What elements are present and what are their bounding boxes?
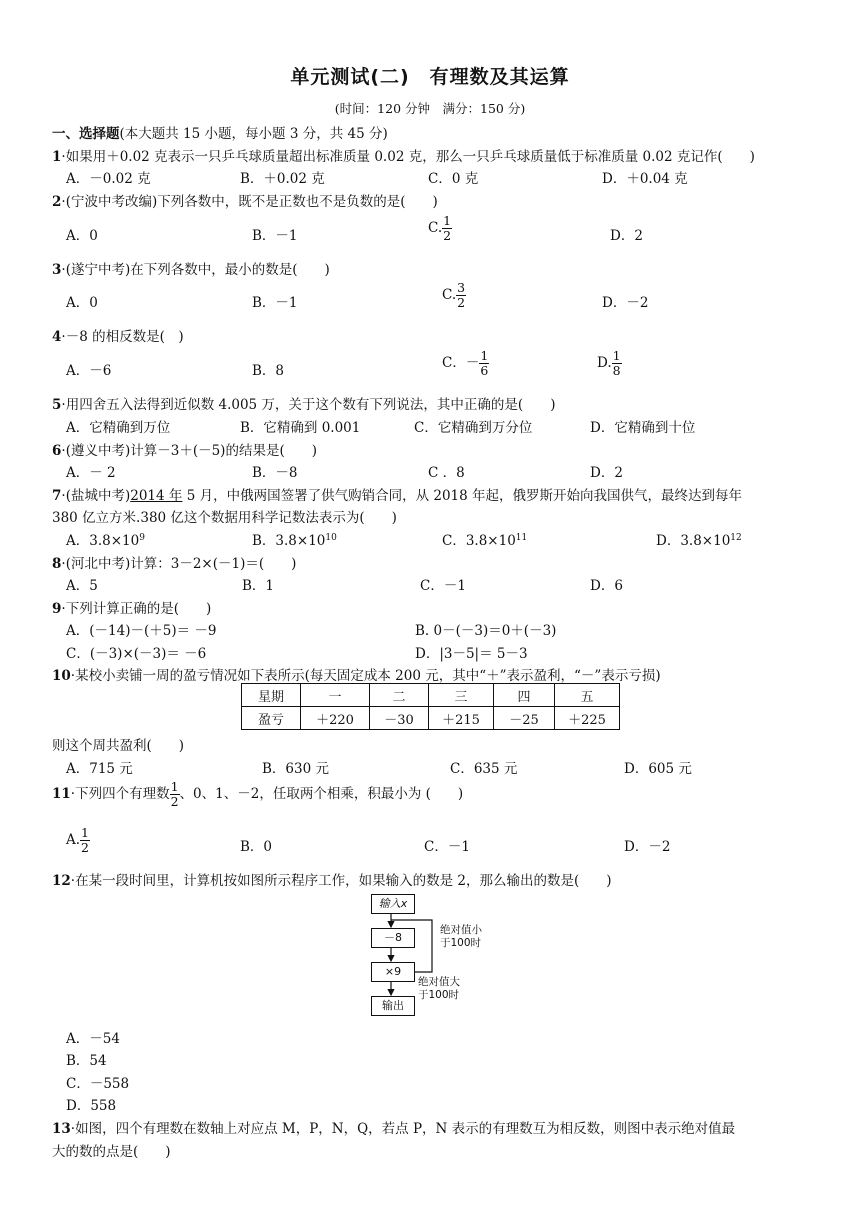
q1-option-b: B．＋0.02 克 [240, 171, 325, 187]
flow-output-box: 输出 [371, 996, 415, 1016]
flow-input-box: 输入x [371, 894, 415, 914]
q6-option-d: D．2 [590, 465, 623, 481]
q11-option-a: A. $\frac{1}{2}$ [66, 825, 89, 855]
page-title: 单元测试(二) 有理数及其运算 [290, 66, 570, 88]
q8-option-c: C．－1 [420, 578, 466, 594]
table-cell: ＋225 [555, 707, 620, 730]
flow-step2-box: ×9 [371, 962, 415, 982]
question-10-cont: 则这个周共盈利( ) [52, 738, 185, 754]
q12-option-b: B．54 [66, 1053, 107, 1069]
q4-option-a: A．－6 [66, 363, 112, 379]
table-cell: 三 [429, 684, 494, 707]
question-4: 4·－8 的相反数是( ) [52, 329, 184, 345]
table-cell: 四 [494, 684, 555, 707]
q3-option-d: D．－2 [602, 295, 649, 311]
page-subtitle: (时间：120 分钟 满分：150 分) [334, 101, 526, 116]
q11-option-c: C．－1 [424, 839, 470, 855]
table-cell: 星期 [242, 684, 301, 707]
q7-option-b: B．$3.8\times 10^{10}$ [252, 533, 337, 549]
question-6: 6·(遵义中考)计算－3＋(－5)的结果是( ) [52, 443, 317, 459]
q1-option-a: A．－0.02 克 [66, 171, 151, 187]
q5-option-b: B．它精确到 0.001 [240, 420, 361, 436]
table-row [242, 684, 620, 707]
table-cell: －25 [494, 707, 555, 730]
q10-option-d: D．605 元 [624, 761, 692, 777]
q7-option-d: D．$3.8\times 10^{12}$ [656, 533, 742, 549]
q5-option-d: D．它精确到十位 [590, 420, 696, 436]
table-cell: －30 [370, 707, 429, 730]
table-cell: 盈亏 [242, 707, 301, 730]
question-5: 5·用四舍五入法得到近似数 4.005 万，关于这个数有下列说法，其中正确的是( ) [52, 397, 556, 413]
q2-option-a: A．0 [66, 228, 98, 244]
q7-option-c: C．$3.8\times 10^{11}$ [442, 533, 528, 549]
q1-option-d: D．＋0.04 克 [602, 171, 688, 187]
q6-option-a: A．－ 2 [66, 465, 116, 481]
q12-option-d: D．558 [66, 1098, 117, 1114]
q6-option-b: B．－8 [252, 465, 298, 481]
q10-option-c: C．635 元 [450, 761, 518, 777]
table-cell: ＋215 [429, 707, 494, 730]
q7-option-a: A．$3.8\times 10^9$ [66, 533, 145, 549]
q12-option-c: C．－558 [66, 1076, 130, 1092]
q10-option-b: B．630 元 [262, 761, 329, 777]
q4-option-d: D. $\frac{1}{8}$ [597, 348, 621, 378]
q4-option-c: C．－ $\frac{1}{6}$ [442, 348, 489, 378]
question-3: 3·(遂宁中考)在下列各数中，最小的数是( ) [52, 262, 330, 278]
q2-option-d: D．2 [610, 228, 643, 244]
table-cell: 二 [370, 684, 429, 707]
question-11: 11·下列四个有理数 $\frac{1}{2}$ 、0、1、－2，任取两个相乘，积最小为 ( ) [52, 779, 464, 809]
section-heading: 一、选择题(本大题共 15 小题，每小题 3 分，共 45 分) [52, 126, 388, 142]
question-12: 12·在某一段时间里，计算机按如图所示程序工作，如果输入的数是 2，那么输出的数是( ) [52, 873, 612, 889]
q9-option-d: D．|3－5|＝ 5－3 [415, 646, 528, 662]
q5-option-a: A．它精确到万位 [66, 420, 171, 436]
q3-option-b: B．－1 [252, 295, 298, 311]
q8-option-a: A．5 [66, 578, 98, 594]
q12-option-a: A．－54 [66, 1031, 120, 1047]
table-cell: ＋220 [301, 707, 370, 730]
question-7: 7·(盐城中考)2014 年 5 月，中俄两国签署了供气购销合同，从 2018 年起，俄罗斯开始向我国供气，最终达到每年 [52, 488, 743, 504]
table-cell: 一 [301, 684, 370, 707]
flow-step1-box: －8 [371, 928, 415, 948]
question-8: 8·(河北中考)计算：3－2×(－1)＝( ) [52, 556, 297, 572]
loop-condition-note: 绝对值小 于100时 [440, 924, 482, 949]
q9-option-a: A．(－14)－(＋5)＝ －9 [66, 623, 217, 639]
question-13-cont: 大的数的点是( ) [52, 1144, 171, 1160]
q11-option-b: B．0 [240, 839, 273, 855]
q1-option-c: C．0 克 [428, 171, 479, 187]
q10-option-a: A．715 元 [66, 761, 133, 777]
question-13: 13·如图，四个有理数在数轴上对应点 M，P，N，Q，若点 P，N 表示的有理数互为相反数，则图中表示绝对值最 [52, 1121, 736, 1137]
q2-option-c: C. $\frac{1}{2}$ [428, 213, 452, 243]
q9-option-c: C．(－3)×(－3)＝ －6 [66, 646, 207, 662]
question-9: 9·下列计算正确的是( ) [52, 601, 212, 617]
exit-condition-note: 绝对值大 于100时 [418, 976, 460, 1001]
q2-option-b: B．－1 [252, 228, 298, 244]
question-7-cont: 380 亿立方米.380 亿这个数据用科学记数法表示为( ) [52, 510, 397, 526]
q3-option-a: A．0 [66, 295, 98, 311]
q5-option-c: C．它精确到万分位 [414, 420, 533, 436]
q6-option-c: C ．8 [428, 465, 465, 481]
question-1: 1·如果用＋0.02 克表示一只乒乓球质量超出标准质量 0.02 克，那么一只乒乓球质量低于标准质量 0.02 克记作( ) [52, 149, 755, 165]
q8-option-b: B．1 [242, 578, 275, 594]
table-row [242, 707, 620, 730]
q8-option-d: D．6 [590, 578, 623, 594]
table-cell: 五 [555, 684, 620, 707]
q3-option-c: C. $\frac{3}{2}$ [442, 280, 466, 310]
q11-option-d: D．－2 [624, 839, 671, 855]
q4-option-b: B．8 [252, 363, 285, 379]
question-2: 2·(宁波中考改编)下列各数中，既不是正数也不是负数的是( ) [52, 194, 438, 210]
profit-loss-table [241, 683, 620, 730]
question-10: 10·某校小卖铺一周的盈亏情况如下表所示(每天固定成本 200 元，其中“＋”表示盈利，“－”表示亏损) [52, 668, 661, 684]
q9-option-b: B. 0－(－3)＝0＋(－3) [415, 623, 557, 639]
